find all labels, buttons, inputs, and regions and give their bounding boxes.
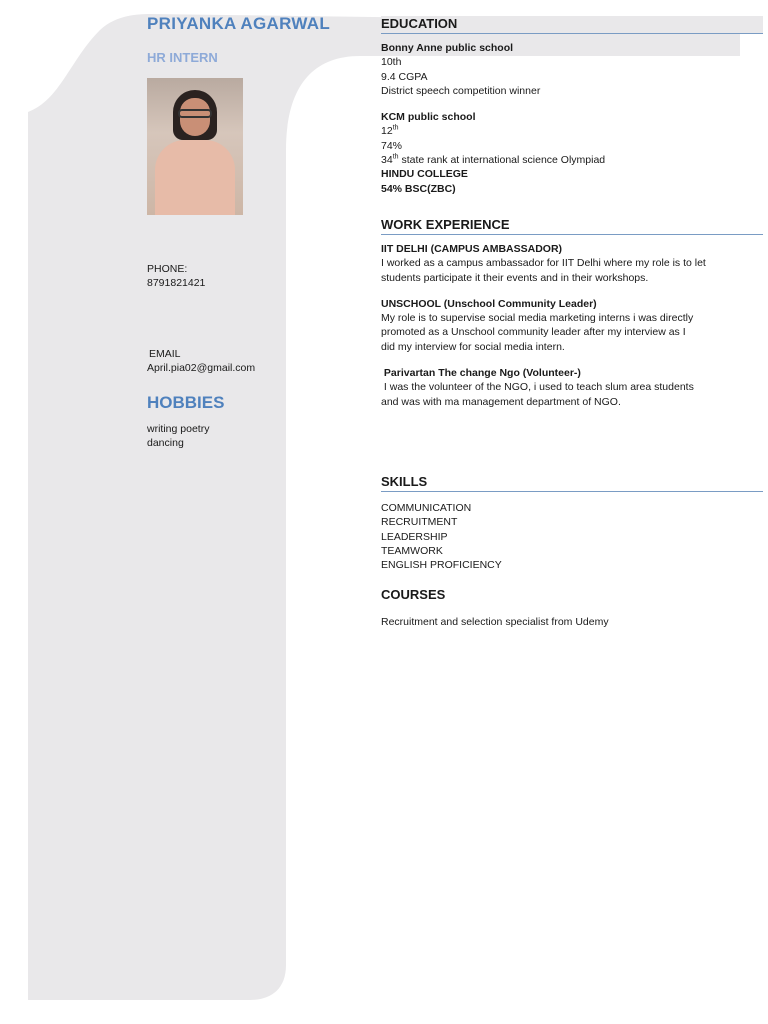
- job-description: students participate it their events and in their workshops.: [381, 271, 649, 284]
- job-description: My role is to supervise social media marketing interns i was directly: [381, 312, 694, 325]
- skill-item: TEAMWORK: [381, 544, 443, 557]
- list-item: writing poetry: [147, 423, 210, 435]
- college-name: HINDU COLLEGE: [381, 168, 468, 181]
- courses-title: COURSES: [381, 587, 446, 602]
- job-description: I was the volunteer of the NGO, i used to teach slum area students: [381, 381, 694, 394]
- college-score: 54% BSC(ZBC): [381, 182, 456, 195]
- school-name: Bonny Anne public school: [381, 42, 514, 54]
- job-item: [381, 242, 763, 285]
- hobbies-list: [147, 422, 209, 450]
- education-section: [381, 16, 763, 196]
- work-experience-section: [381, 217, 763, 409]
- profile-role: HR INTERN: [147, 50, 218, 65]
- courses-section: [381, 587, 763, 629]
- school-score: 74%: [381, 139, 403, 152]
- school-achievement: 34th state rank at international science Olympiad: [381, 153, 606, 167]
- profile-photo: [147, 78, 243, 215]
- skill-item: LEADERSHIP: [381, 530, 448, 543]
- job-description: I worked as a campus ambassador for IIT Delhi where my role is to let: [381, 257, 706, 270]
- job-title: UNSCHOOL (Unschool Community Leader): [381, 297, 597, 310]
- skill-item: COMMUNICATION: [381, 502, 472, 514]
- profile-header: [147, 14, 331, 65]
- job-item: [381, 366, 763, 409]
- course-item: Recruitment and selection specialist from Udemy: [381, 616, 609, 628]
- email-label: EMAIL: [149, 348, 181, 360]
- job-description: promoted as a Unschool community leader after my interview as I: [381, 326, 686, 339]
- school-achievement: District speech competition winner: [381, 84, 541, 97]
- email-value: April.pia02@gmail.com: [147, 362, 256, 374]
- skill-item: ENGLISH PROFICIENCY: [381, 559, 502, 572]
- phone-block: [147, 262, 205, 290]
- job-description: and was with ma management department of NGO.: [381, 395, 621, 408]
- job-title: Parivartan The change Ngo (Volunteer-): [381, 367, 581, 380]
- school-score: 9.4 CGPA: [381, 70, 428, 83]
- school-grade: 12th: [381, 124, 399, 138]
- list-item: dancing: [147, 437, 184, 449]
- hobbies-title: HOBBIES: [147, 393, 225, 412]
- phone-label: PHONE:: [147, 263, 188, 275]
- skills-section: [381, 474, 763, 572]
- job-title: IIT DELHI (CAMPUS AMBASSADOR): [381, 243, 563, 255]
- skill-item: RECRUITMENT: [381, 516, 458, 529]
- job-item: [381, 297, 763, 354]
- job-description: did my interview for social media intern.: [381, 340, 565, 353]
- work-experience-title: WORK EXPERIENCE: [381, 217, 763, 235]
- email-block: [147, 347, 255, 375]
- profile-name: PRIYANKA AGARWAL: [147, 14, 331, 33]
- skills-title: SKILLS: [381, 474, 763, 492]
- education-title: EDUCATION: [381, 16, 763, 34]
- school-grade: 10th: [381, 56, 402, 69]
- glasses-icon: [178, 109, 212, 118]
- phone-value: 8791821421: [147, 277, 206, 289]
- school-name: KCM public school: [381, 111, 476, 124]
